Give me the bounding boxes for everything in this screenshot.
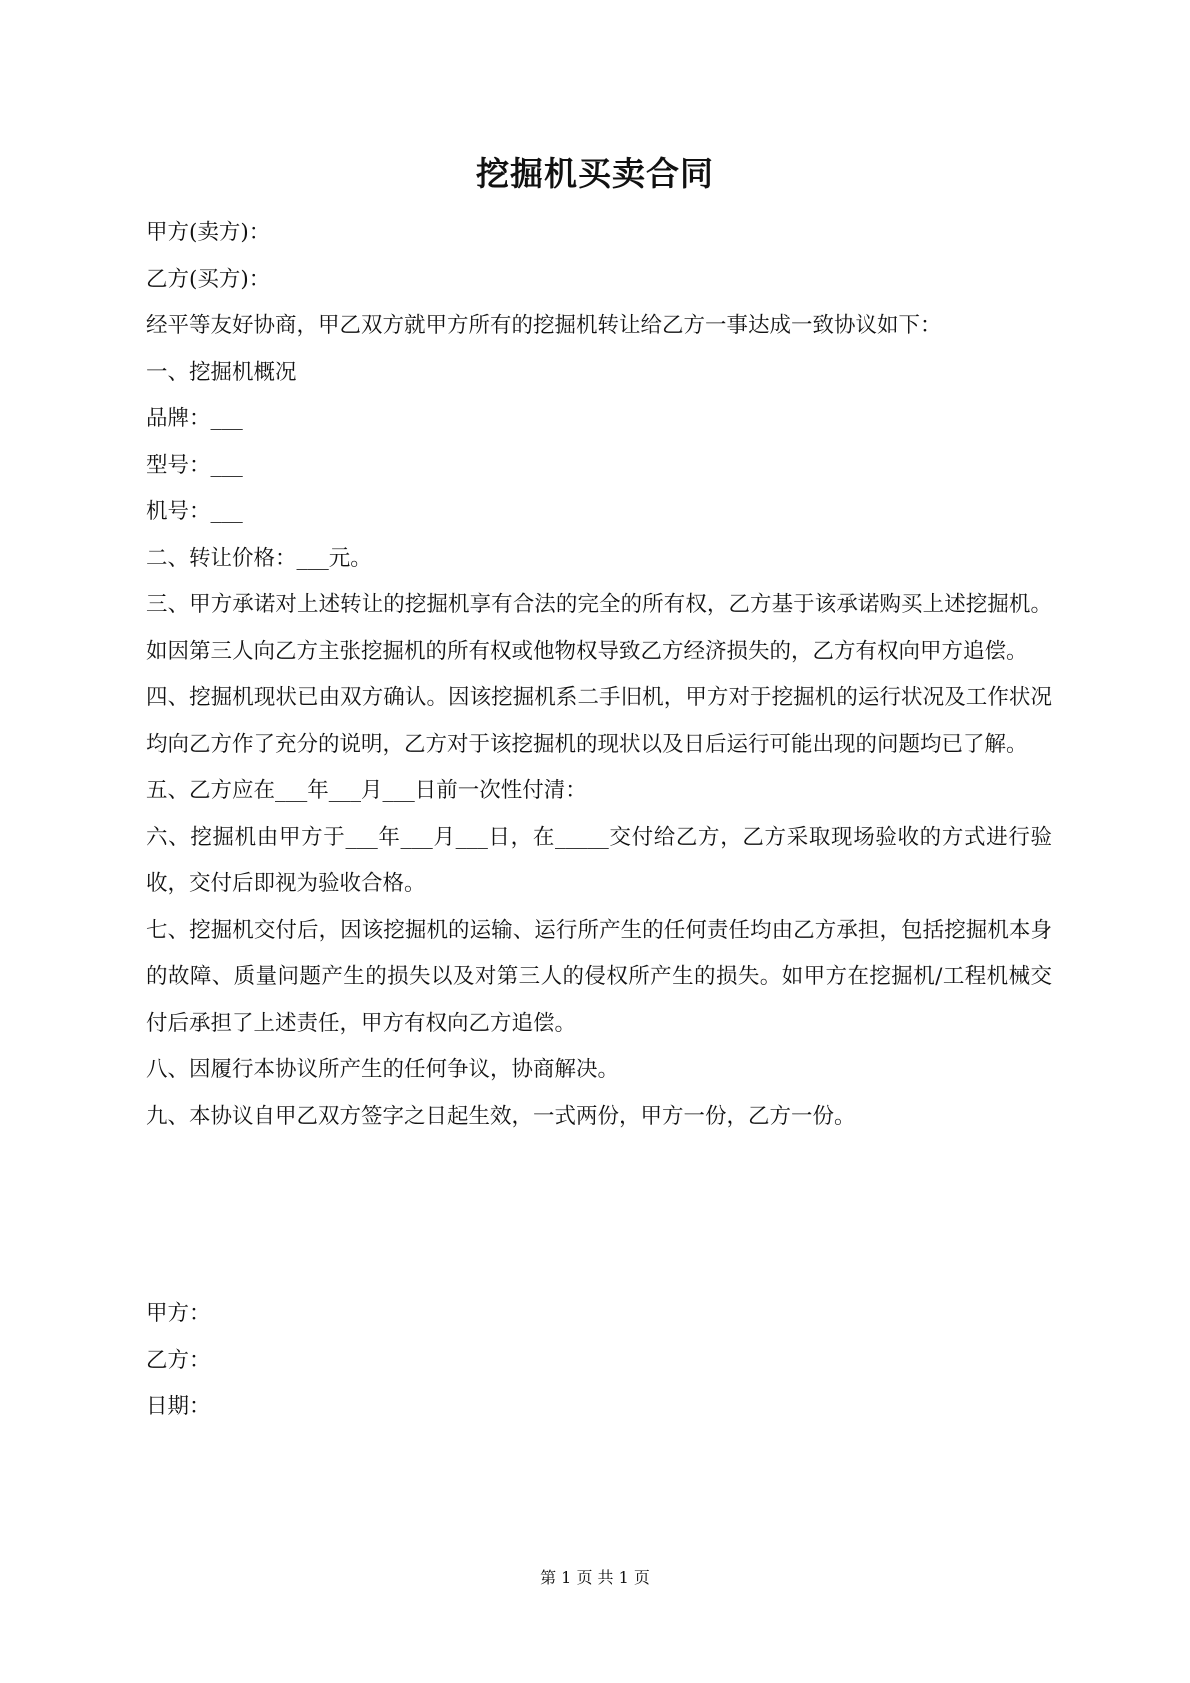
payment-clause: 五、乙方应在___年___月___日前一次性付清： xyxy=(146,778,587,803)
signature-date: 日期： xyxy=(146,1394,211,1419)
party-b-line: 乙方(买方)： xyxy=(146,266,271,292)
section-heading-overview: 一、挖掘机概况 xyxy=(146,359,297,385)
brand-line: 品牌：___ xyxy=(146,406,243,431)
document-body xyxy=(146,210,1052,1140)
delivery-clause: 六、挖掘机由甲方于___年___月___日，在_____交付给乙方，乙方采取现场验收的方式进行验收，交付后即视为验收合格。 xyxy=(146,824,1052,896)
signature-block xyxy=(146,1291,746,1431)
signature-party-a: 甲方： xyxy=(146,1301,211,1326)
dispute-clause: 八、因履行本协议所产生的任何争议，协商解决。 xyxy=(146,1057,620,1082)
party-a-line: 甲方(卖方)： xyxy=(146,220,271,245)
effectiveness-clause: 九、本协议自甲乙双方签字之日起生效，一式两份，甲方一份，乙方一份。 xyxy=(146,1103,856,1129)
machine-number-line: 机号：___ xyxy=(146,499,243,524)
price-clause: 二、转让价格：___元。 xyxy=(146,545,372,571)
document-title: 挖掘机买卖合同 xyxy=(476,154,714,193)
signature-party-b: 乙方： xyxy=(146,1347,211,1373)
page-number-footer: 第 1 页 共 1 页 xyxy=(540,1568,650,1587)
condition-clause: 四、挖掘机现状已由双方确认。因该挖掘机系二手旧机，甲方对于挖掘机的运行状况及工作状况均向乙方作了充分的说明，乙方对于该挖掘机的现状以及日后运行可能出现的问题均已了解。 xyxy=(146,685,1052,757)
model-line: 型号：___ xyxy=(146,452,243,478)
ownership-clause: 三、甲方承诺对上述转让的挖掘机享有合法的完全的所有权，乙方基于该承诺购买上述挖掘机。如因第三人向乙方主张挖掘机的所有权或他物权导致乙方经济损失的，乙方有权向甲方追偿。 xyxy=(146,592,1052,664)
preamble-paragraph: 经平等友好协商，甲乙双方就甲方所有的挖掘机转让给乙方一事达成一致协议如下： xyxy=(146,313,942,338)
liability-clause: 七、挖掘机交付后，因该挖掘机的运输、运行所产生的任何责任均由乙方承担，包括挖掘机本身的故障、质量问题产生的损失以及对第三人的侵权所产生的损失。如甲方在挖掘机/工程机械交付后承担了上述责任，甲方有权向乙方追偿。 xyxy=(146,917,1052,1036)
